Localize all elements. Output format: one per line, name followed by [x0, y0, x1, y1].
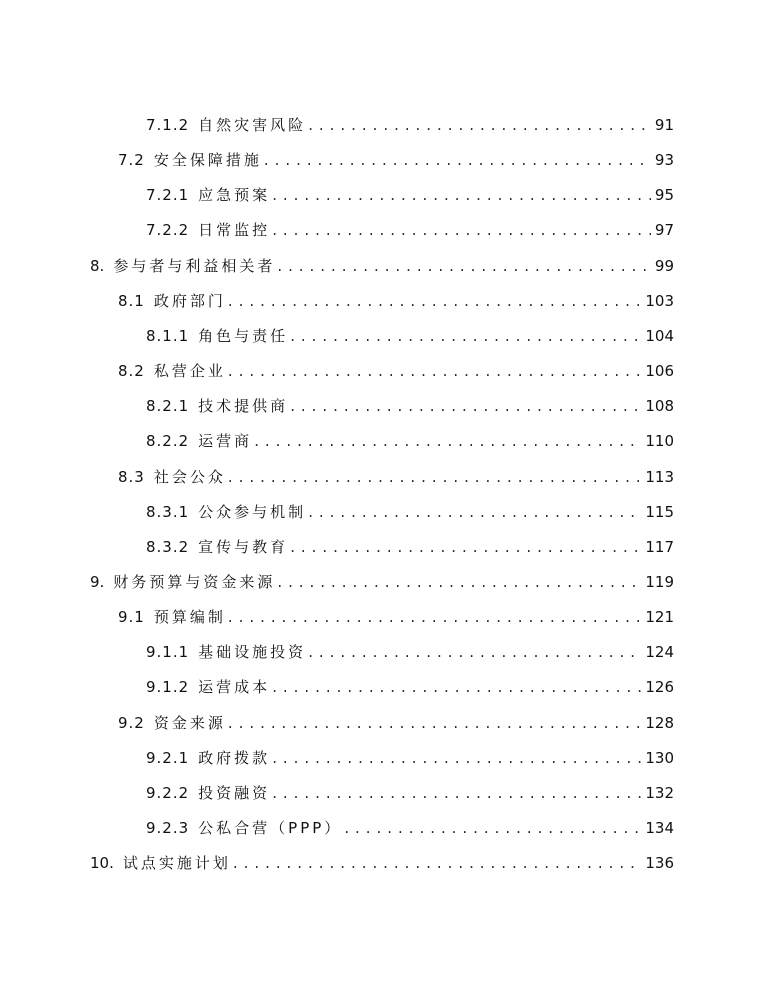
toc-entry-title: 安全保障措施 [153, 151, 262, 169]
toc-entry[interactable] [146, 639, 674, 665]
toc-entry[interactable] [146, 534, 674, 560]
toc-entry-number: 9.2.3 [146, 819, 190, 837]
toc-entry-title: 社会公众 [153, 468, 226, 486]
toc-entry-number: 9.1.2 [146, 678, 190, 696]
toc-entry[interactable] [146, 674, 674, 700]
toc-entry-title: 应急预案 [198, 186, 271, 204]
toc-dot-leader [308, 112, 651, 138]
toc-entry-title: 财务预算与资金来源 [113, 573, 276, 591]
toc-entry-page-number: 99 [654, 257, 674, 275]
toc-dot-leader [277, 253, 651, 279]
toc-entry-page-number: 103 [645, 292, 674, 310]
toc-dot-leader [228, 604, 641, 630]
toc-entry[interactable] [90, 569, 674, 595]
toc-entry-number: 8.3 [118, 468, 145, 486]
toc-entry[interactable] [146, 780, 674, 806]
toc-entry-number: 8.1.1 [146, 327, 190, 345]
toc-entry-number: 9.1 [118, 608, 145, 626]
toc-entry[interactable] [146, 499, 674, 525]
toc-entry-page-number: 106 [645, 362, 674, 380]
toc-dot-leader [272, 217, 651, 243]
toc-entry-title: 基础设施投资 [198, 643, 307, 661]
toc-dot-leader [233, 850, 641, 876]
toc-entry-number: 7.2.1 [146, 186, 190, 204]
toc-entry[interactable] [146, 428, 674, 454]
toc-entry[interactable] [146, 815, 674, 841]
toc-entry[interactable] [146, 393, 674, 419]
toc-entry-page-number: 121 [645, 608, 674, 626]
toc-entry-number: 8.3.2 [146, 538, 190, 556]
toc-entry[interactable] [118, 358, 674, 384]
toc-entry-number: 8.2 [118, 362, 145, 380]
toc-entry-title: 运营成本 [198, 678, 271, 696]
toc-entry[interactable] [118, 147, 674, 173]
toc-entry-title: 投资融资 [198, 784, 271, 802]
toc-entry-number: 9. [90, 573, 105, 591]
toc-entry-number: 8.2.1 [146, 397, 190, 415]
toc-entry-page-number: 117 [645, 538, 674, 556]
toc-entry-number: 7.2 [118, 151, 145, 169]
toc-entry[interactable] [118, 604, 674, 630]
toc-entry-title: 日常监控 [198, 221, 271, 239]
toc-entry-title: 宣传与教育 [198, 538, 289, 556]
toc-entry-number: 9.1.1 [146, 643, 190, 661]
toc-dot-leader [290, 323, 641, 349]
toc-entry-title: 政府部门 [153, 292, 226, 310]
toc-entry-page-number: 104 [645, 327, 674, 345]
toc-entry-page-number: 108 [645, 397, 674, 415]
toc-entry-page-number: 115 [645, 503, 674, 521]
toc-entry[interactable] [146, 112, 674, 138]
toc-entry-number: 8.2.2 [146, 432, 190, 450]
toc-entry-page-number: 91 [654, 116, 674, 134]
toc-entry-page-number: 128 [645, 714, 674, 732]
toc-entry-page-number: 95 [654, 186, 674, 204]
toc-entry-title: 公众参与机制 [198, 503, 307, 521]
toc-dot-leader [344, 815, 641, 841]
toc-dot-leader [228, 464, 641, 490]
toc-entry-title: 政府拨款 [198, 749, 271, 767]
toc-dot-leader [272, 674, 641, 700]
toc-dot-leader [277, 569, 641, 595]
toc-entry-number: 8.1 [118, 292, 145, 310]
toc-entry-title: 角色与责任 [198, 327, 289, 345]
toc-entry-number: 9.2.2 [146, 784, 190, 802]
toc-dot-leader [308, 499, 641, 525]
toc-entry-title: 试点实施计划 [122, 854, 231, 872]
toc-dot-leader [254, 428, 641, 454]
toc-entry-page-number: 97 [654, 221, 674, 239]
toc-entry-page-number: 134 [645, 819, 674, 837]
toc-entry[interactable] [118, 464, 674, 490]
toc-entry[interactable] [118, 710, 674, 736]
toc-entry[interactable] [146, 217, 674, 243]
toc-entry-page-number: 132 [645, 784, 674, 802]
toc-dot-leader [272, 182, 651, 208]
toc-entry[interactable] [146, 745, 674, 771]
toc-entry-page-number: 124 [645, 643, 674, 661]
toc-dot-leader [264, 147, 651, 173]
toc-dot-leader [228, 358, 641, 384]
toc-entry[interactable] [146, 323, 674, 349]
toc-entry-page-number: 130 [645, 749, 674, 767]
toc-entry-number: 10. [90, 854, 114, 872]
toc-entry-page-number: 113 [645, 468, 674, 486]
toc-dot-leader [308, 639, 641, 665]
toc-entry[interactable] [118, 288, 674, 314]
toc-entry-number: 7.1.2 [146, 116, 190, 134]
toc-entry-title: 自然灾害风险 [198, 116, 307, 134]
toc-entry-page-number: 136 [645, 854, 674, 872]
toc-entry-number: 7.2.2 [146, 221, 190, 239]
toc-entry-page-number: 119 [645, 573, 674, 591]
toc-entry-page-number: 93 [654, 151, 674, 169]
toc-entry-title: 公私合营（PPP） [198, 819, 343, 837]
toc-entry-title: 资金来源 [153, 714, 226, 732]
toc-entry-title: 运营商 [198, 432, 253, 450]
toc-entry-number: 8.3.1 [146, 503, 190, 521]
toc-dot-leader [228, 710, 641, 736]
toc-dot-leader [272, 780, 641, 806]
toc-entry[interactable] [90, 253, 674, 279]
toc-dot-leader [228, 288, 641, 314]
toc-entry[interactable] [90, 850, 674, 876]
toc-entry-title: 参与者与利益相关者 [113, 257, 276, 275]
toc-entry-page-number: 110 [645, 432, 674, 450]
toc-dot-leader [272, 745, 641, 771]
toc-dot-leader [290, 534, 641, 560]
toc-entry-number: 8. [90, 257, 105, 275]
toc-entry-number: 9.2.1 [146, 749, 190, 767]
toc-entry-page-number: 126 [645, 678, 674, 696]
toc-entry-title: 技术提供商 [198, 397, 289, 415]
toc-entry-title: 私营企业 [153, 362, 226, 380]
toc-entry-number: 9.2 [118, 714, 145, 732]
toc-entry[interactable] [146, 182, 674, 208]
toc-dot-leader [290, 393, 641, 419]
toc-entry-title: 预算编制 [153, 608, 226, 626]
